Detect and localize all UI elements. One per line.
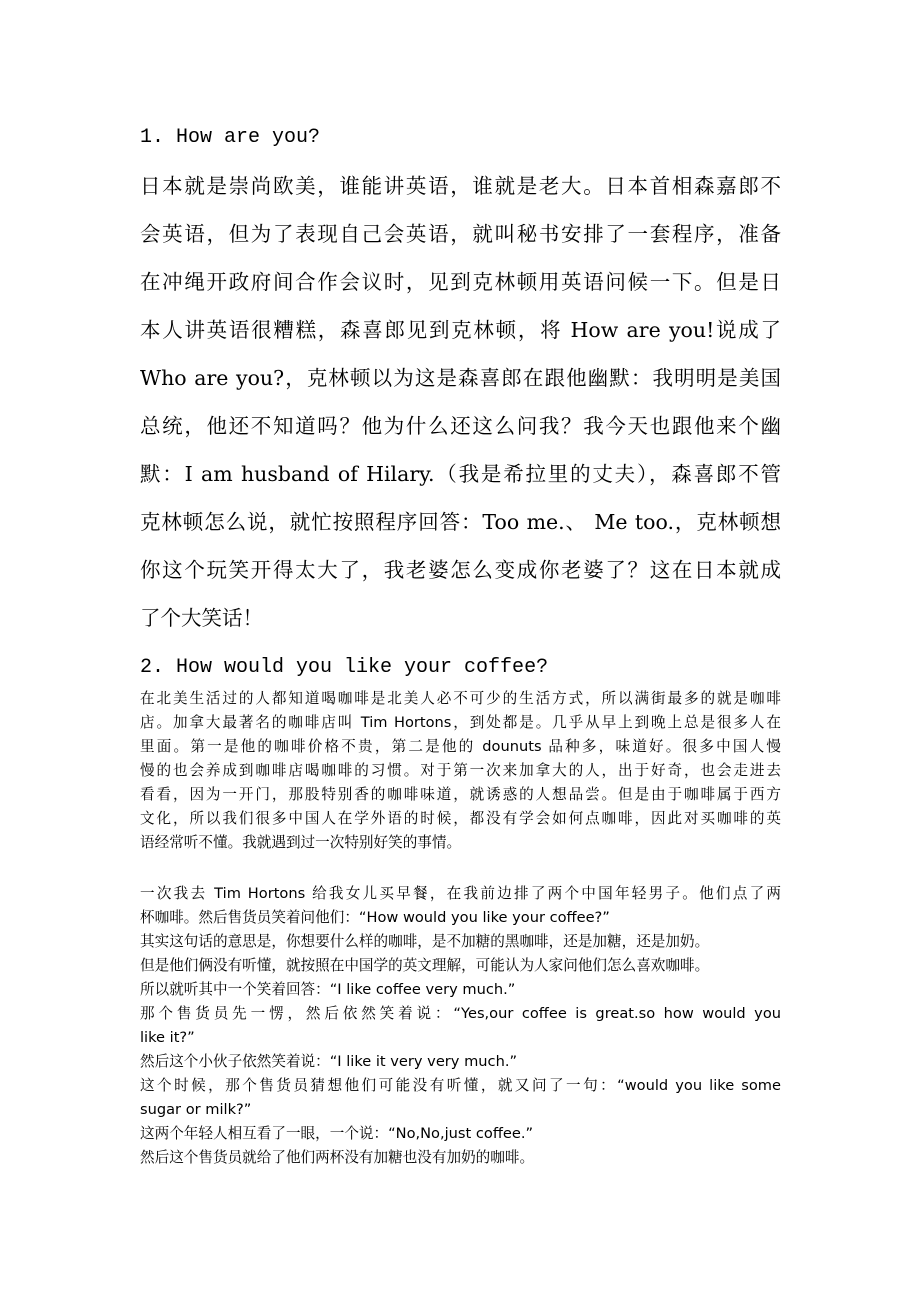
text-line: 但是他们俩没有听懂，就按照在中国学的英文理解，可能认为人家问他们怎么喜欢咖啡。 [140,957,710,974]
text-line: 杯咖啡。然后售货员笑着问他们：“How would you like your coffee?” [140,909,610,926]
section-1-body [140,162,781,642]
text-line: Who are you?，克林顿以为这是森喜郎在跟他幽默：我明明是美国 [140,366,781,390]
text-line: 你这个玩笑开得太大了，我老婆怎么变成你老婆了？这在日本就成 [140,558,781,582]
text-line: 然后这个售货员就给了他们两杯没有加糖也没有加奶的咖啡。 [140,1149,535,1166]
text-line: 默：I am husband of Hilary.（我是希拉里的丈夫），森喜郎不管 [140,462,781,486]
section-2-paragraph-2 [140,882,781,1170]
text-line: 其实这句话的意思是，你想要什么样的咖啡，是不加糖的黑咖啡，还是加糖，还是加奶。 [140,933,710,950]
text-line: like it?” [140,1029,195,1046]
text-line: 这个时候，那个售货员猜想他们可能没有听懂，就又问了一句：“would you like some [140,1077,781,1094]
text-line: 在北美生活过的人都知道喝咖啡是北美人必不可少的生活方式，所以满街最多的就是咖啡 [140,690,781,707]
text-line: 这两个年轻人相互看了一眼，一个说：“No,No,just coffee.” [140,1125,534,1142]
text-line: 会英语，但为了表现自己会英语，就叫秘书安排了一套程序，准备 [140,222,781,246]
section-2-heading: 2. How would you like your coffee? [140,656,549,679]
text-line: 里面。第一是他的咖啡价格不贵，第二是他的 dounuts 品种多，味道好。很多中国人慢 [140,738,781,755]
text-line: 语经常听不懂。我就遇到过一次特别好笑的事情。 [140,834,462,851]
text-line: 文化，所以我们很多中国人在学外语的时候，都没有学会如何点咖啡，因此对买咖啡的英 [140,810,781,827]
section-1-heading: 1. How are you? [140,126,321,149]
text-line: 了个大笑话！ [140,606,263,630]
text-line: sugar or milk?” [140,1101,252,1118]
text-line: 店。加拿大最著名的咖啡店叫 Tim Hortons，到处都是。几乎从早上到晚上总是很多人在 [140,714,781,731]
section-2-paragraph-1 [140,687,781,855]
text-line: 总统，他还不知道吗？他为什么还这么问我？我今天也跟他来个幽 [140,414,781,438]
text-line: 然后这个小伙子依然笑着说：“I like it very very much.” [140,1053,518,1070]
text-line: 在冲绳开政府间合作会议时，见到克林顿用英语问候一下。但是日 [140,270,781,294]
text-line: 看看，因为一开门，那股特别香的咖啡味道，就诱惑的人想品尝。但是由于咖啡属于西方 [140,786,781,803]
text-line: 那个售货员先一愣，然后依然笑着说：“Yes,our coffee is great.so how would you [140,1005,781,1022]
text-line: 所以就听其中一个笑着回答：“I like coffee very much.” [140,981,516,998]
text-line: 本人讲英语很糟糕，森喜郎见到克林顿，将 How are you!说成了 [140,318,781,342]
text-line: 一次我去 Tim Hortons 给我女儿买早餐，在我前边排了两个中国年轻男子。他们点了两 [140,885,781,902]
text-line: 日本就是崇尚欧美，谁能讲英语，谁就是老大。日本首相森嘉郎不 [140,174,781,198]
text-line: 慢的也会养成到咖啡店喝咖啡的习惯。对于第一次来加拿大的人，出于好奇，也会走进去 [140,762,781,779]
text-line: 克林顿怎么说，就忙按照程序回答：Too me.、 Me too.，克林顿想 [140,510,781,534]
